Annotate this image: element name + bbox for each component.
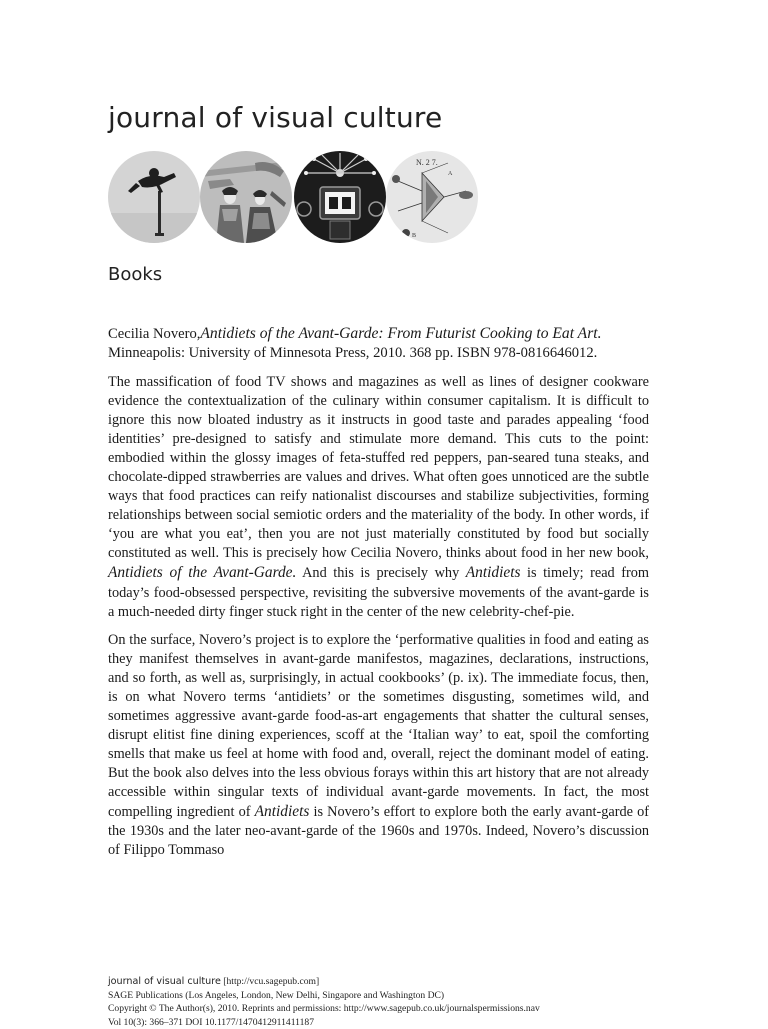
paragraph-text: And this is precisely why (302, 565, 459, 581)
book-citation (108, 324, 652, 363)
footer-journal-line (108, 975, 668, 989)
paragraph-text: On the surface, Novero’s project is to explore the ‘performative qualities in food and eating as they manifest themselves in avant-garde manifestos, magazines, declarations, instructions, and so forth, as well as, surprisingly, in actual cookbooks’ (p. ix). The immediate focus, then, is on what Novero terms ‘antidiets’ or the sometimes disgusting, sometimes wild, and sometimes aggressive avant-garde food-as-art engagements that shatter the cultural senses, disrupt elitist fine dining experiences, scoff at the ‘Italian way’ to eat, spoil the comforting smells that make us feel at home with food and, overall, reject the dominant model of eating. But the book also delves into the less obvious forays within this art history that are not already accessible within singular texts of individual avant-garde movements. In fact, the most compelling ingredient of (108, 632, 649, 820)
book-publication-details: Minneapolis: University of Minnesota Press, 2010. 368 pp. ISBN 978-0816646012. (108, 344, 652, 363)
footer-copyright: Copyright © The Author(s), 2010. Reprints and permissions: http://www.sagepub.co.uk/journalspermissions.nav (108, 1002, 668, 1016)
page-footer (108, 975, 668, 1029)
journal-title: journal of visual culture (108, 101, 442, 134)
television-sculpture-icon (294, 151, 386, 243)
italic-book-title: Antidiets of the Avant-Garde. (108, 564, 296, 581)
italic-book-title: Antidiets (466, 564, 521, 581)
section-heading: Books (108, 264, 162, 285)
japanese-print-figures-icon (200, 151, 292, 243)
book-title: Antidiets of the Avant-Garde: From Futurist Cooking to Eat Art. (200, 325, 601, 342)
svg-text:A: A (448, 171, 453, 177)
footer-journal-name: journal of visual culture (108, 976, 221, 987)
footer-publisher: SAGE Publications (Los Angeles, London, New Delhi, Singapore and Washington DC) (108, 989, 668, 1003)
journal-logo-images (108, 151, 480, 243)
review-paragraph-2 (108, 631, 649, 861)
footer-journal-url: [http://vcu.sagepub.com] (223, 976, 319, 987)
paragraph-text: The massification of food TV shows and magazines as well as lines of designer cookware evidence the contextualization of the culinary within consumer capitalism. It is difficult to ignore this now bloated industry as it instructs in good taste and parades appealing ‘food identities’ pre-designed to satisfy and stimulate more demand. This cuts to the point: embodied within the glossy images of feta-stuffed red peppers, pan-seared tuna steaks, and chocolate-dipped strawberries are values and drives. What often goes unnoticed are the subtle ways that food practices can reify nationalist discourses and stabilize subjectivities, forming relationships between social semiotic orders and the materiality of the body. In other words, if ‘you are what you eat’, then you are not just materially constituted by food but socially constituted as well. This is precisely how Cecilia Novero, thinks about food in her new book, (108, 374, 649, 561)
paragraph-text: is Novero’s effort to explore both the early avant-garde of the 1930s and the later neo-avant-garde of the 1960s and 1970s. Indeed, Novero’s discussion of Filippo Tommaso (108, 804, 649, 858)
balancing-figure-icon (108, 151, 200, 243)
paragraph-text: is timely; read from today’s food-obsessed perspective, revisiting the subversive movements of the avant-garde is a much-needed dirty finger stuck right in the center of the new celebrity-chef-pie. (108, 565, 649, 619)
optics-diagram-icon (386, 151, 478, 243)
citation-line-1 (108, 324, 652, 344)
svg-text:B: B (412, 233, 416, 239)
svg-text:N. 2 7.: N. 2 7. (416, 158, 438, 167)
review-body (108, 373, 649, 869)
review-paragraph-1 (108, 373, 649, 622)
book-author: Cecilia Novero, (108, 326, 200, 342)
footer-doi: Vol 10(3): 366–371 DOI 10.1177/1470412911411187 (108, 1016, 668, 1029)
italic-book-title: Antidiets (255, 803, 310, 820)
